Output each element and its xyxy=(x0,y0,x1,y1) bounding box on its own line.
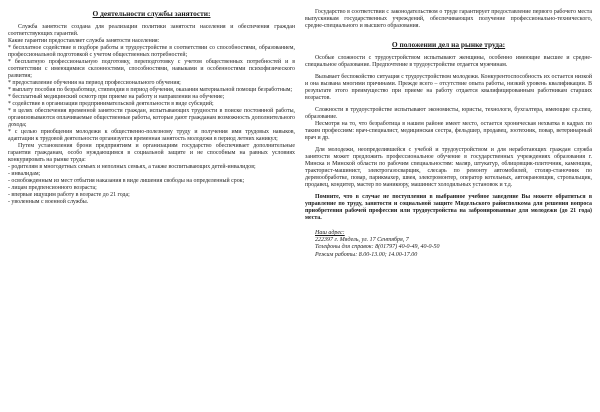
working-hours: Режим работы: 8.00-13.00; 14.00-17.00 xyxy=(315,251,418,258)
reserve-paragraph: Путем установления брони предприятиям и организациям государство обеспечивает дополнительные гарантии гражданам, особо нуждающимся в социальной защите и не способным на равных условиях конкурировать на рынке труда: xyxy=(8,143,295,163)
phone-numbers: Телефоны для справок: 8(01797) 40-0-49, 40-0-50 xyxy=(315,244,440,251)
protected-group-item: - лицам предпенсионного возраста; xyxy=(8,185,97,191)
protected-group-item: - освобожденным из мест отбытия наказания в виде лишения свободы на определенный срок; xyxy=(8,178,245,184)
guarantee-item: * бесплатный медицинский осмотр при приеме на работу и направлении на обучение; xyxy=(8,94,225,100)
employment-service-heading: О деятельности службы занятости: xyxy=(92,9,211,18)
market-paragraph: Особые сложности с трудоустройством испытывают женщины, особенно имеющие высшее и средне-специальное образование. Предпочтение в трудоустройстве отдается мужчинам. xyxy=(305,55,592,68)
guarantee-item: * бесплатную профессиональную подготовку, переподготовку с учетом общественных потребностей и в соответствии с имеющимися склонностями, способностями, навыками и особенностями психофизического развития; xyxy=(8,59,295,79)
guarantee-item: * в целях обеспечения временной занятости граждан, испытывающих трудности в поиске постоянной работы, организовываются оплачиваемые общественные работы, которые дают гражданам возможность дополнительного дохода; xyxy=(8,108,295,128)
market-paragraph: Несмотря на то, что безработица в нашем районе имеет место, остается хроническая нехватка в кадрах по таким профессиям: врач-специалист, медицинская сестра, фельдшер, продавец, зоотехник, повар, ветеринарный врач и др. xyxy=(305,121,592,141)
market-paragraph: Сложности в трудоустройстве испытывают экономисты, юристы, технологи, бухгалтера, имеющие ср.спец. образование. xyxy=(305,107,592,120)
appeal-paragraph: Помните, что в случае не поступления в выбранное учебное заведение Вы можете обратиться в управление по труду, занятости и социальной защите Мядельского райисполкома для решения вопроса приобретения рабочей профессии или трудоустройства на забронированные для молодежи (до 21 года) места. xyxy=(305,194,592,221)
market-paragraph: Для молодежи, неопределившейся с учебой и трудоустройством и для неработающих граждан служба занятости может предложить профессиональное обучение в государственных учреждениях образования г. Минска и Минской области по рабочим специальностям: маляр, штукатур, облицовщик-плиточник, каменщик, тракторист-машинист, электрогазосварщик, слесарь по ремонту автомобилей, столяр-станочник по деревообработке, повар, парикмахер, швея, электромонтер, оператор котельных, автокрановщик, стропальщик, продавец, кондитер, мастер по маникюру, машинист холодильных установок и т.д. xyxy=(305,147,592,188)
protected-group-item: - впервые ищущим работу в возрасте до 21 года; xyxy=(8,192,130,198)
guarantee-item: * предоставление обучения на период профессионального обучения; xyxy=(8,80,181,86)
labor-market-heading: О положении дел на рынке труда: xyxy=(391,40,506,49)
state-guarantee-paragraph: Государство в соответствии с законодательством о труде гарантирует предоставление первого рабочего места выпускникам государственных учреждений, обеспечивающих получение профессионально-технического, средне-специального и высшего образования. xyxy=(305,9,592,29)
guarantee-item: * бесплатное содействие в подборе работы и трудоустройстве в соответствии со способностями, образованием, профессиональной подготовкой с учетом общественных потребностей; xyxy=(8,45,295,58)
guarantees-heading: Какие гарантии предоставляет служба занятости населения: xyxy=(8,38,160,44)
right-column xyxy=(305,9,592,408)
address-heading: Наш адрес: xyxy=(315,230,345,236)
protected-group-item: - инвалидам; xyxy=(8,171,41,177)
left-column xyxy=(8,9,295,408)
guarantee-item: * выплату пособия по безработице, стипендии в период обучения, оказания материальной помощи безработным; xyxy=(8,87,293,93)
guarantee-item: * с целью приобщения молодежи к общественно-полезному труду и получения ими трудовых навыков, адаптации к трудовой деятельности организуется временная занятость молодежи в период летних каникул; xyxy=(8,129,295,142)
guarantee-item: * содействие в организации предпринимательской деятельности в виде субсидий; xyxy=(8,101,214,107)
protected-group-item: - уволенным с военной службы. xyxy=(8,199,89,205)
market-paragraph: Вызывает беспокойство ситуация с трудоустройством молодежи. Конкурентоспособность их остается низкой и она вызвана многими причинами. Прежде всего – отсутствие опыта работы, низкий уровень квалификации. В результате этого преимущество при приеме на работу отдается квалифицированным работникам старших возрастов. xyxy=(305,74,592,101)
protected-group-item: - родителям в многодетных семьях и неполных семьях, а также воспитывающих детей-инвалидов; xyxy=(8,164,256,170)
postal-address: 222397 г. Мядель, ул. 17 Сентября, 7 xyxy=(315,237,409,244)
contact-address-block xyxy=(305,230,592,259)
intro-paragraph: Служба занятости создана для реализации политики занятости населения и обеспечения граждан соответствующих гарантий. xyxy=(8,24,295,37)
